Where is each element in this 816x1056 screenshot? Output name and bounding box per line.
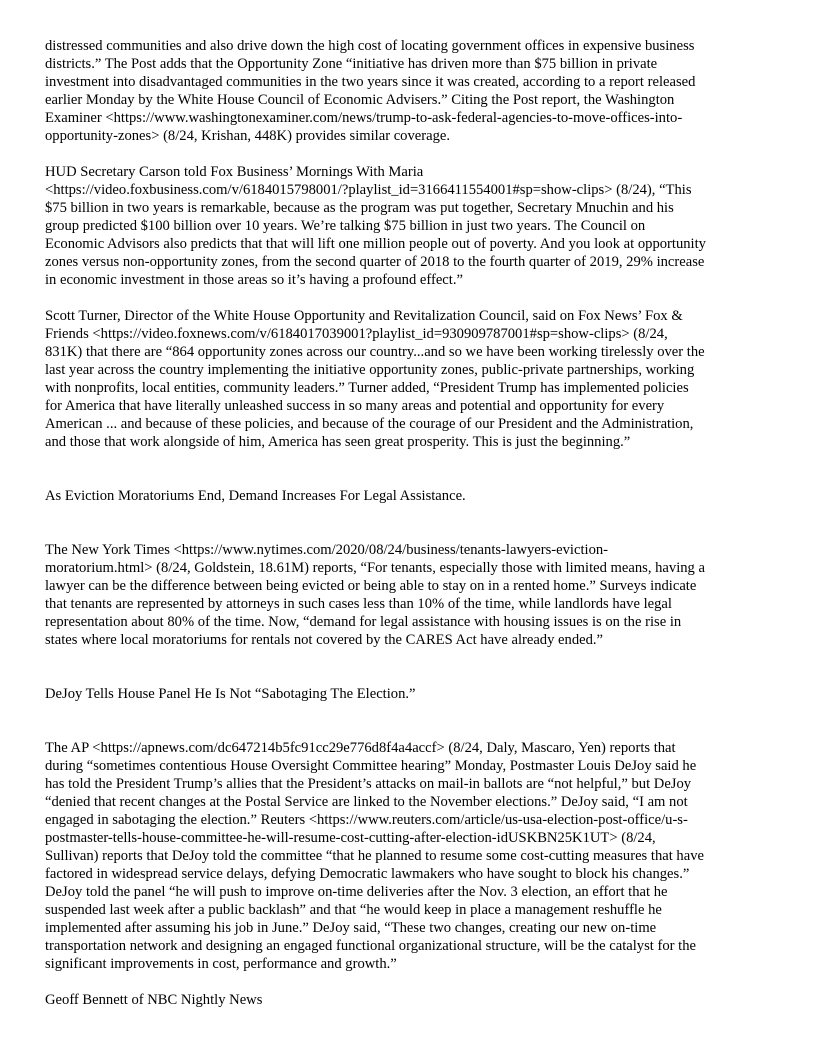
document-page [45,37,780,1009]
section-spacer [45,649,780,685]
paragraph-carson-quote: HUD Secretary Carson told Fox Business’ Mornings With Maria <https://video.foxbusiness.com/v/6184015798001/?playlist_id=3166411554001#sp=show-clips> (8/24), “This $75 billion in two years is remarkable, because as the program was put together, Secretary Mnuchin and his group predicted $100 billion over 10 years. We’re talking $75 billion in just two years. The Council on Economic Advisors also predicts that that will lift one million people out of poverty. And you look at opportunity zones versus non-opportunity zones, from the second quarter of 2018 to the fourth quarter of 2019, 29% increase in economic investment in those areas so it’s having a profound effect.” [45,164,706,288]
paragraph-geoff-bennett: Geoff Bennett of NBC Nightly News [45,992,263,1008]
section-spacer [45,451,780,487]
paragraph-spacer [45,289,780,307]
paragraph-nyt-tenants: The New York Times <https://www.nytimes.com/2020/08/24/business/tenants-lawyers-eviction- moratorium.html> (8/24, Goldstein, 18.61M) reports, “For tenants, especially those with limited means, having a lawyer can be the difference between being evicted or being able to stay on in a rented home.” Surveys indicate that tenants are represented by attorneys in such cases less than 10% of the time, while landlords have legal representation about 80% of the time. Now, “demand for legal assistance with housing issues is on the rise in states where local moratoriums for rentals not covered by the CARES Act have already ended.” [45,542,705,648]
headline-eviction-moratoriums: As Eviction Moratoriums End, Demand Increases For Legal Assistance. [45,488,466,504]
paragraph-spacer [45,973,780,991]
section-spacer [45,505,780,541]
headline-dejoy: DeJoy Tells House Panel He Is Not “Sabotaging The Election.” [45,686,416,702]
paragraph-dejoy-hearing: The AP <https://apnews.com/dc647214b5fc91cc29e776d8f4a4accf> (8/24, Daly, Mascaro, Yen) reports that during “sometimes contentious House Oversight Committee hearing” Monday, Postmaster Louis DeJoy said he has told the President Trump’s allies that the President’s attacks on mail-in ballots are “not helpful,” but DeJoy “denied that recent changes at the Postal Service are linked to the November elections.” DeJoy said, “I am not engaged in sabotaging the election.” Reuters <https://www.reuters.com/article/us-usa-election-post-office/u-s- postmaster-tells-house-committee-he-will-resume-cost-cutting-after-election-idUSKBN25K1UT> (8/24, Sullivan) reports that DeJoy told the committee “that he planned to resume some cost-cutting measures that have factored in widespread service delays, defying Democratic lawmakers who have sought to block his changes.” DeJoy told the panel “he will push to improve on-time deliveries after the Nov. 3 election, an effort that he suspended last week after a public backlash” and that “he would keep in place a management reshuffle he implemented after assuming his job in June.” DeJoy said, “These two changes, creating our new on-time transportation network and designing an engaged functional organizational structure, will be the catalyst for the significant improvements in cost, performance and growth.” [45,740,704,972]
paragraph-turner-quote: Scott Turner, Director of the White House Opportunity and Revitalization Council, said on Fox News’ Fox & Friends <https://video.foxnews.com/v/6184017039001?playlist_id=930909787001#sp=show-clips> (8/24, 831K) that there are “864 opportunity zones across our country...and so we have been working tirelessly over the last year across the country implementing the initiative opportunity zones, public-private partnerships, working with nonprofits, local entities, community leaders.” Turner added, “President Trump has implemented policies for America that have literally unleashed success in so many areas and potential and opportunity for every American ... and because of these policies, and because of the courage of our President and the Administration, and those that work alongside of him, America has seen great prosperity. This is just the beginning.” [45,308,705,450]
paragraph-spacer [45,145,780,163]
section-spacer [45,703,780,739]
paragraph-opportunity-zones: distressed communities and also drive down the high cost of locating government offices in expensive business districts.” The Post adds that the Opportunity Zone “initiative has driven more than $75 billion in private investment into disadvantaged communities in the two years since it was created, according to a report released earlier Monday by the White House Council of Economic Advisers.” Citing the Post report, the Washington Examiner <https://www.washingtonexaminer.com/news/trump-to-ask-federal-agencies-to-move-offices-into- opportunity-zones> (8/24, Krishan, 448K) provides similar coverage. [45,38,696,144]
